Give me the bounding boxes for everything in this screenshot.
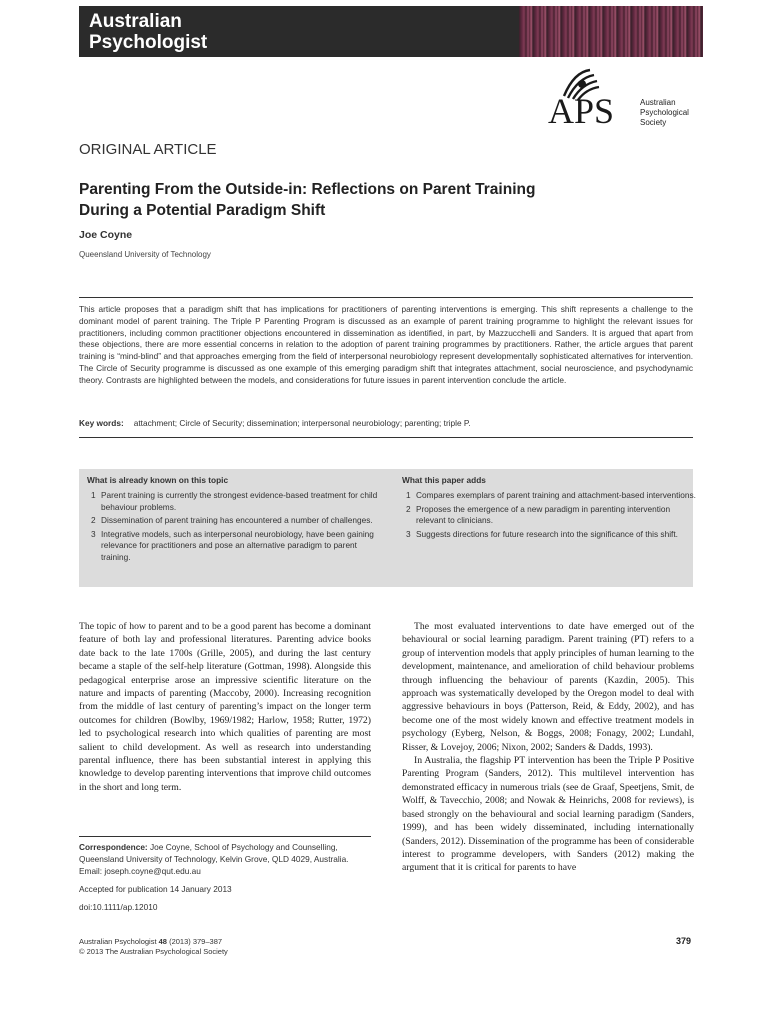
correspondence-label: Correspondence: [79,842,148,852]
list-item [402,490,696,502]
list-item [87,490,381,513]
footer-citation [79,937,228,956]
journal-title [89,11,289,53]
accepted-date: Accepted for publication 14 January 2013 [79,884,232,894]
article-title-line1: Parenting From the Outside-in: Reflections on Parent Training [79,181,536,198]
list-number: 1 [91,490,96,500]
journal-header-bar [79,6,703,57]
keywords-label: Key words: [79,418,124,428]
list-text: Dissemination of parent training has encountered a number of challenges. [101,515,373,525]
list-item [402,504,696,527]
body-paragraph: In Australia, the flagship PT intervention has been the Triple P Positive Parenting Program (Sanders, 2012). This multilevel intervention has demonstrated efficacy in numerous trials (see de Graaf, Speetjens, Smit, de Wolff, & Tavecchio, 2008; and Nowak & Heinrichs, 2008 for reviews), is based strongly on the behavioural and social learning paradigm (Sanders, 1999), and has been widely disseminated, including internationally (Sanders, 2012). Dissemination of the programme has been of considerable interest to programme developers, with Sanders (2012) making the argument that it is critical for parents to have [402,755,694,874]
list-text: Compares exemplars of parent training and attachment-based interventions. [416,490,696,500]
list-number: 1 [406,490,411,500]
list-text: Suggests directions for future research into the significance of this shift. [416,528,678,539]
article-title-line2: During a Potential Paradigm Shift [79,202,326,219]
author-name: Joe Coyne [79,229,133,241]
keywords-value: attachment; Circle of Security; dissemination; interpersonal neurobiology; parenting; triple P. [133,418,471,428]
known-heading: What is already known on this topic [87,475,229,485]
abstract-text: This article proposes that a paradigm shift that has implications for practitioners of parenting interventions is emerging. This shift represents a challenge to the dominant model of parent training. The Triple P Parenting Program is discussed as an example of parent training programme to highlight the relevant issues for practitioners, including common practitioner objections encountered in dissemination as identified, in part, by Mazzucchelli and Sanders. It is argued that apart from these objections, there are more essential concerns in relation to the adoption of parent training programmes by practitioners. Rather, the article argues that parent training is “mind-blind” and that approaches emerging from the field of interpersonal neurobiology represent developmentally sophisticated alternatives for intervention. The Circle of Security programme is discussed as one example of this emerging paradigm shift that integrates attachment, social neuroscience, and psychodynamic theory. Contrasts are highlighted between the models, and considerations for future issues in parent intervention conclude the article. [79,304,693,385]
list-number: 3 [406,528,411,539]
page-number: 379 [676,936,692,946]
journal-title-line1: Australian [89,11,182,32]
list-number: 2 [406,503,411,514]
adds-column [402,475,696,542]
correspondence-text: Joe Coyne, School of Psychology and Counselling, Queensland University of Technology, Kelvin Grove, QLD 4029, Australia. Email: joseph.coyne@qut.edu.au [79,842,349,876]
correspondence [79,841,371,877]
abstract-bottom-rule [79,437,693,438]
list-text: Integrative models, such as interpersonal neurobiology, have been gaining relevance for practitioners and pose an alternative paradigm to parent training. [101,528,374,562]
summary-box [79,469,696,587]
author-affiliation: Queensland University of Technology [79,250,211,259]
correspondence-rule [79,836,371,837]
footer-journal: Australian Psychologist [79,937,157,946]
body-paragraph: The topic of how to parent and to be a good parent has become a dominant feature of both lay and professional literatures. Parenting advice books date back to the late 1700s (Grille, 2005), and during the last century became a staple of the self-help literature (Gottman, 1998). Alongside this pedagogical enterprise arose an impressive scientific literature on the nature and impacts of parenting (Maccoby, 2000). Increasing recognition from the middle of last century of parenting’s impact on the longer term outcomes for children (Bowlby, 1969/1982; Harlow, 1958; Rutter, 1972) led to psychological research into which qualities of parenting are most salient to child development. As well as research into understanding parental influence, there has been substantial interest in applying this knowledge to develop parenting interventions that improve child outcomes in the short and long term. [79,621,371,793]
adds-heading: What this paper adds [402,475,486,485]
list-item [87,529,381,564]
body-left-column [79,620,371,794]
article-type: ORIGINAL ARTICLE [79,141,217,158]
doi: doi:10.1111/ap.12010 [79,902,158,912]
aps-name-line3: Society [640,118,667,127]
footer-copyright: © 2013 The Australian Psychological Society [79,946,228,956]
aps-abbr: APS [548,91,615,131]
aps-name-line1: Australian [640,98,676,107]
body-right-column [402,620,694,875]
known-column [87,475,381,565]
keywords [79,418,693,428]
aps-name [640,98,689,128]
list-item [87,515,381,527]
aps-name-line2: Psychological [640,108,689,117]
list-item [402,529,696,541]
article-title [79,179,679,221]
abstract-top-rule [79,297,693,298]
list-text: Proposes the emergence of a new paradigm in parenting intervention relevant to clinicians. [416,503,671,525]
header-stripe-decoration [519,6,703,57]
list-text: Parent training is currently the strongest evidence-based treatment for child behaviour problems. [101,490,378,512]
journal-title-line2: Psychologist [89,32,208,53]
body-paragraph: The most evaluated interventions to date have emerged out of the behavioural or social learning paradigm. Parent training (PT) refers to a group of intervention models that apply principles of human learning to the development, maintenance, and amelioration of child behaviour problems through influencing the behaviour of parents (Kazdin, 2005). This approach was systematically developed by the Oregon model to deal with aggressive behaviours in boys (Patterson, Reid, & Eddy, 2002), and has become one of the most widely known and effective treatment models in psychology (Eyberg, Nelson, & Boggs, 2008; Fonagy, 2002; Lundahl, Risser, & Lovejoy, 2006; Nixon, 2002; Sanders & Dadds, 1993). [402,621,694,753]
list-number: 2 [91,515,96,525]
footer-pages: (2013) 379–387 [169,937,223,946]
known-list [87,490,381,563]
footer-journal-line [79,937,228,947]
footer-volume: 48 [158,937,167,946]
list-number: 3 [91,528,96,539]
aps-logo [548,66,704,132]
adds-list [402,490,696,540]
